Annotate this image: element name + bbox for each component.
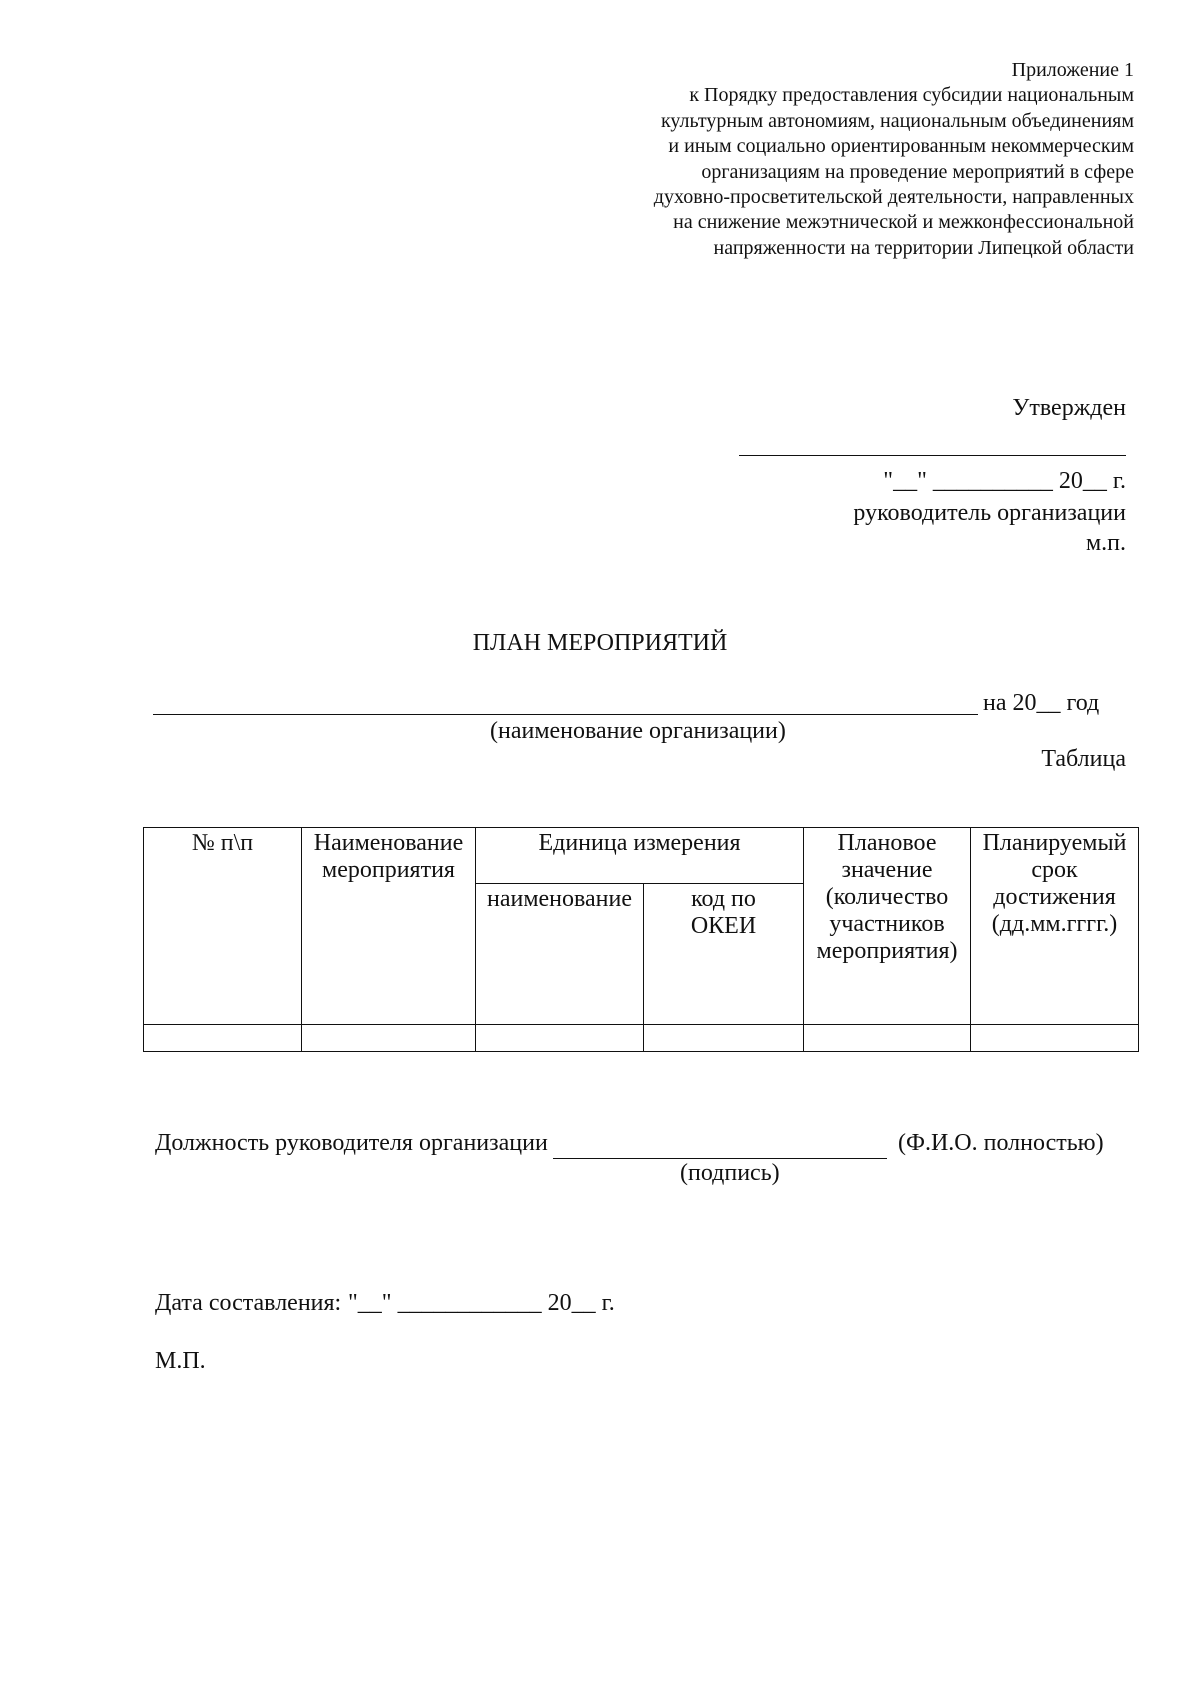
- table-row: [144, 1025, 1139, 1052]
- header-cell-deadline: [971, 828, 1139, 1025]
- appendix-line: и иным социально ориентированным некоммерческим: [668, 135, 1134, 158]
- approval-date: "__" __________ 20__ г.: [883, 468, 1126, 494]
- appendix-line: к Порядку предоставления субсидии национальным: [689, 84, 1134, 107]
- table-cell: [644, 1025, 804, 1052]
- header-number-text: № п\п: [191, 830, 254, 856]
- header-event-name-text: Наименование мероприятия: [313, 830, 464, 883]
- approver-signature-line: [739, 455, 1126, 456]
- table-cell: [302, 1025, 476, 1052]
- header-plan-value-text: Плановое значение (количество участников мероприятия): [816, 830, 958, 964]
- appendix-line: духовно-просветительской деятельности, направленных: [653, 186, 1134, 209]
- approval-stamp: м.п.: [1085, 530, 1126, 556]
- year-label: на 20__ год: [983, 690, 1100, 716]
- header-cell-plan-value: [804, 828, 971, 1025]
- appendix-line: культурным автономиям, национальным объединениям: [661, 109, 1134, 132]
- position-label: Должность руководителя организации: [155, 1130, 548, 1156]
- signature-line: [553, 1158, 887, 1159]
- events-plan-table: [143, 827, 1139, 1052]
- header-cell-number: [144, 828, 302, 1025]
- header-cell-unit: [476, 828, 804, 884]
- appendix-line: организациям на проведение мероприятий в сфере: [701, 160, 1134, 183]
- table-cell: [971, 1025, 1139, 1052]
- appendix-line: на снижение межэтнической и межконфессиональной: [673, 211, 1134, 234]
- appendix-line: Приложение 1: [1011, 59, 1134, 81]
- appendix-line: напряженности на территории Липецкой области: [713, 236, 1134, 259]
- organization-caption: (наименование организации): [490, 718, 786, 744]
- date-value: "__" ____________ 20__ г.: [348, 1290, 615, 1316]
- header-unit-name-text: наименование: [486, 886, 633, 912]
- table-label: Таблица: [1041, 746, 1126, 772]
- page-title: ПЛАН МЕРОПРИЯТИЙ: [472, 630, 728, 656]
- stamp-label: М.П.: [155, 1348, 206, 1374]
- table-cell: [476, 1025, 644, 1052]
- header-unit-code-text: код по ОКЕИ: [690, 886, 757, 939]
- appendix-header: [494, 58, 1134, 261]
- approved-title: Утвержден: [1012, 395, 1126, 421]
- table-header-row: [144, 828, 1139, 884]
- organization-name-line: [153, 714, 978, 715]
- fio-label: (Ф.И.О. полностью): [898, 1130, 1104, 1156]
- signature-caption: (подпись): [680, 1160, 780, 1186]
- date-label: Дата составления:: [155, 1290, 342, 1316]
- header-unit-text: Единица измерения: [538, 830, 741, 856]
- header-cell-unit-name: [476, 884, 644, 1025]
- approver-role: руководитель организации: [853, 500, 1126, 526]
- header-cell-unit-code: [644, 884, 804, 1025]
- header-deadline-text: Планируемый срок достижения (дд.мм.гггг.): [982, 830, 1127, 937]
- table-cell: [144, 1025, 302, 1052]
- header-cell-event-name: [302, 828, 476, 1025]
- table-cell: [804, 1025, 971, 1052]
